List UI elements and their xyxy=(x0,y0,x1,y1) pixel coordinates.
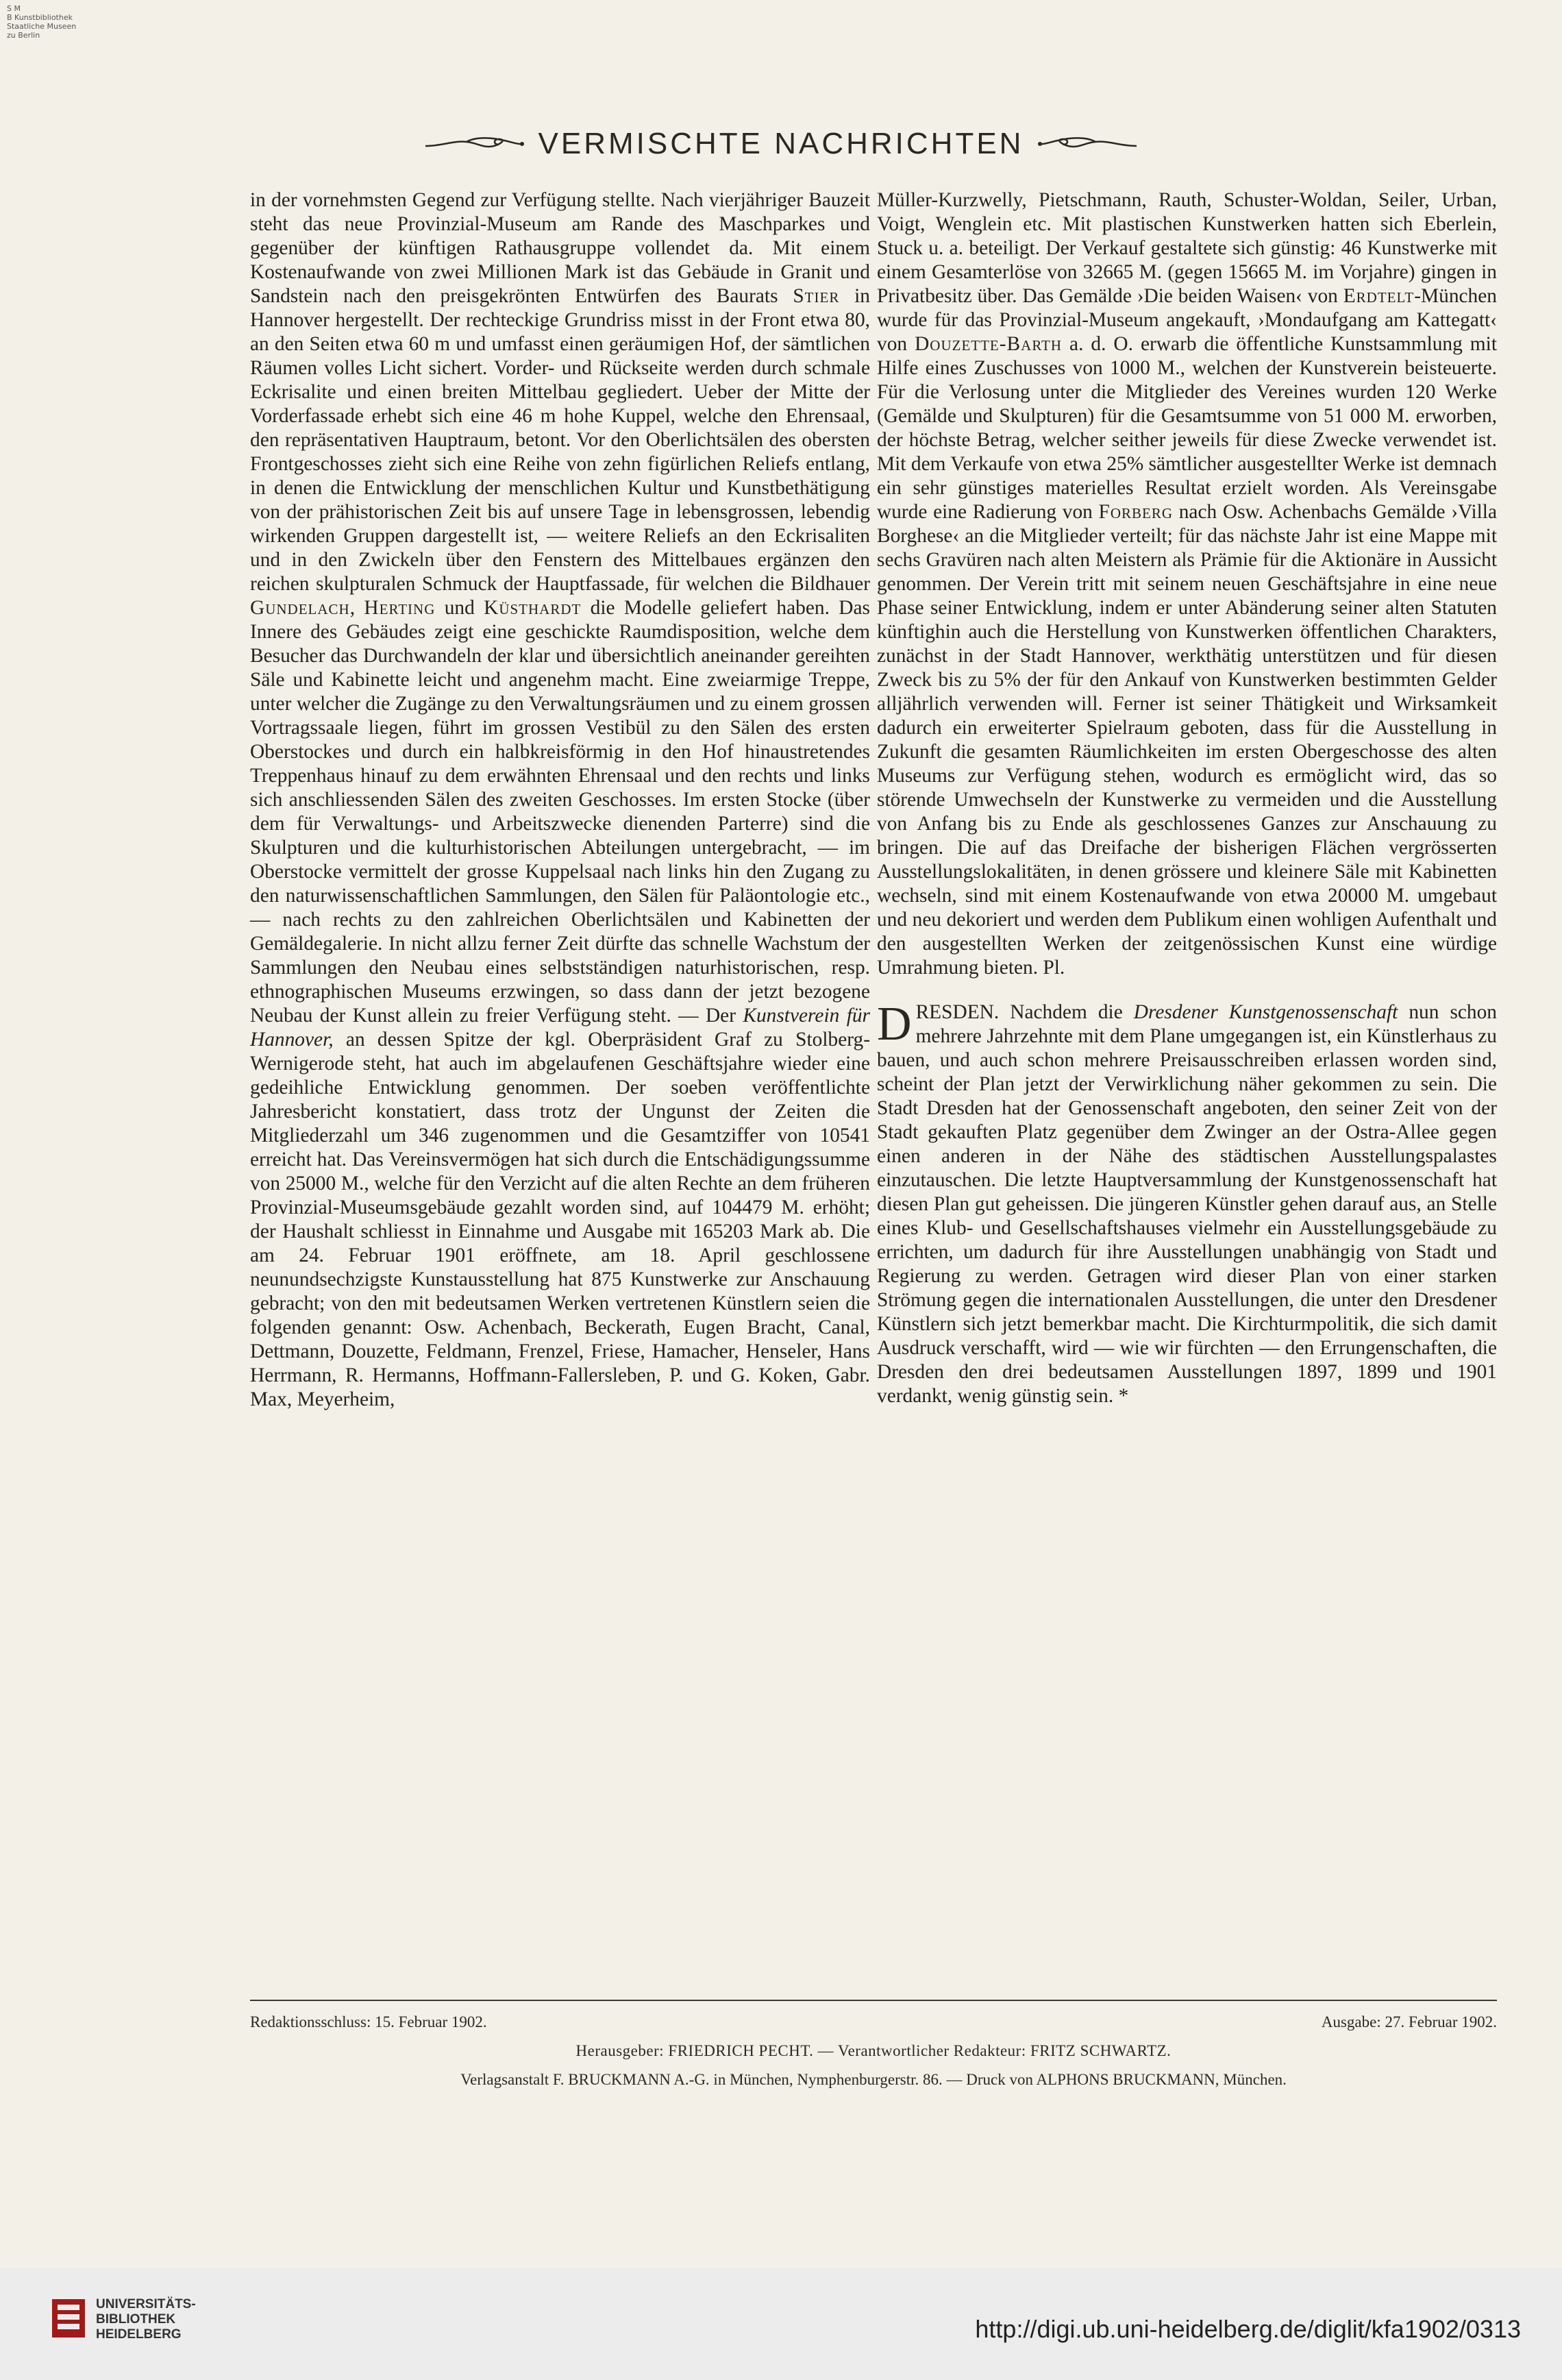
heidelberg-library-logo-icon xyxy=(48,2292,89,2347)
institution-name: UNIVERSITÄTS- BIBLIOTHEK HEIDELBERG xyxy=(96,2297,196,2342)
right-ornament-icon xyxy=(1037,134,1140,154)
kunstverein-title: Kunstverein für Hannover, xyxy=(250,1005,870,1051)
left-column xyxy=(250,188,870,1412)
drop-cap: D xyxy=(877,998,912,1051)
left-ornament-icon xyxy=(422,134,525,154)
footer-editors: Herausgeber: FRIEDRICH PECHT. — Verantwortlicher Redakteur: FRITZ SCHWARTZ. xyxy=(575,2042,1172,2059)
hannover-paragraph: in der vornehmsten Gegend zur Verfügung stellte. Nach vierjähriger Bauzeit steht das neue Provinzial-Museum am Rande des Maschparkes und gegenüber der künftigen Rathausgruppe vollendet da. Mit einem Kostenaufwande von zwei Millionen Mark ist das Gebäude in Granit und Sandstein nach den preisgekrönten Entwürfen des Baurats Stier in Hannover hergestellt. Der rechteckige Grundriss misst in der Front etwa 80, an den Seiten etwa 60 m und umfasst einen geräumigen Hof, der sämtlichen Räumen volles Licht sichert. Vorder- und Rückseite werden durch schmale Eckrisalite und einen breiten Mittelbau gegliedert. Ueber der Mitte der Vorderfassade erhebt sich eine 46 m hohe Kuppel, welche den Ehrensaal, den repräsentativen Hauptraum, betont. Vor den Oberlichtsälen des obersten Frontgeschosses zieht sich eine Reihe von zehn figürlichen Reliefs entlang, in denen die Entwicklung der menschlichen Kultur und Kunstbethätigung von der prähistorischen Zeit bis auf unsere Tage in lebensgrossen, lebendig wirkenden Gruppen dargestellt ist, — weitere Reliefs an den Eckrisaliten und in den Zwickeln über den Fenstern des Mittelbaues ergänzen den reichen skulpturalen Schmuck der Hauptfassade, für welchen die Bildhauer Gundelach, Herting und Küsthardt die Modelle geliefert haben. Das Innere des Gebäudes zeigt eine geschickte Raumdisposition, welche dem Besucher das Durchwandeln der klar und übersichtlich aneinander gereihten Säle und Kabinette leicht und angenehm macht. Eine zweiarmige Treppe, unter welcher die Zugänge zu den Verwaltungsräumen und zu einem grossen Vortragssaale liegen, führt im grossen Vestibül zu den Sälen des ersten Oberstockes und durch ein halbkreisförmig in den Hof hinaustretendes Treppenhaus hinauf zu dem erwähnten Ehrensaal und den rechts und links sich anschliessenden Sälen des zweiten Geschosses. Im ersten Stocke (über dem für Verwaltungs- und Arbeitszwecke dienenden Parterre) sind die Skulpturen und die kulturhistorischen Abteilungen untergebracht, — im Oberstocke vermittelt der grosse Kuppelsaal nach links hin den Zugang zu den naturwissenschaftlichen Sammlungen, den Sälen für Paläontologie etc., — nach rechts zu den zahlreichen Oberlichtsälen und Kabinetten der Gemäldegalerie. In nicht allzu ferner Zeit dürfte das schnelle Wachstum der Sammlungen den Neubau eines selbstständigen naturhistorischen, resp. ethnographischen Museums erzwingen, so dass dann der jetzt bezogene Neubau der Kunst allein zu freier Verfügung steht. — Der Kunstverein für Hannover, an dessen Spitze der kgl. Oberpräsident Graf zu Stolberg-Wernigerode steht, hat auch im abgelaufenen Geschäftsjahre wieder eine gedeihliche Entwicklung genommen. Der soeben veröffentlichte Jahresbericht konstatiert, dass trotz der Ungunst der Zeiten die Mitgliederzahl um 346 zugenommen und die Gesamtziffer von 10541 erreicht hat. Das Vereinsvermögen hat sich durch die Entschädigungssumme von 25000 M., welche für den Verzicht auf die alten Rechte an dem früheren Provinzial-Museumsgebäude gezahlt worden sind, auf 104479 M. erhöht; der Haushalt schliesst in Einnahme und Ausgabe mit 165203 Mark ab. Die am 24. Februar 1901 eröffnete, am 18. April geschlossene neunundsechzigste Kunstausstellung hat 875 Kunstwerke zur Anschauung gebracht; von den mit bedeutsamen Werken vertretenen Künstlern seien die folgenden genannt: Osw. Achenbach, Beckerath, Eugen Bracht, Canal, Dettmann, Douzette, Feldmann, Frenzel, Friese, Hamacher, Henseler, Hans Herrmann, R. Hermanns, Hoffmann-Fallersleben, P. und G. Koken, Gabr. Max, Meyerheim, xyxy=(250,189,870,1410)
stamp-line: B Kunstbibliothek xyxy=(7,13,73,22)
kunstgenossenschaft-title: Dresdener Kunstgenossenschaft xyxy=(1133,1001,1398,1023)
kunstverein-paragraph: Müller-Kurzwelly, Pietschmann, Rauth, Schuster-Woldan, Seiler, Urban, Voigt, Wenglein etc. Mit plastischen Kunstwerken hatten sich Eberlein, Stuck u. a. beteiligt. Der Verkauf gestaltete sich günstig: 46 Kunstwerke mit einem Gesamterlöse von 32665 M. (gegen 15665 M. im Vorjahre) gingen in Privatbesitz über. Das Gemälde ›Die beiden Waisen‹ von Erdtelt-München wurde für das Provinzial-Museum angekauft, ›Mondaufgang am Kattegatt‹ von Douzette-Barth a. d. O. erwarb die öffentliche Kunstsammlung mit Hilfe eines Zuschusses von 1000 M., welchen der Kunstverein beisteuerte. Für die Verlosung unter die Mitglieder des Vereines wurden 120 Werke (Gemälde und Skulpturen) für die Gesamtsumme von 51 000 M. erworben, der höchste Betrag, welcher seither jeweils für diese Zwecke verwendet ist. Mit dem Verkaufe von etwa 25% sämtlicher ausgestellter Werke ist demnach ein sehr günstiges materielles Resultat erzielt worden. Als Vereinsgabe wurde eine Radierung von Forberg nach Osw. Achenbachs Gemälde ›Villa Borghese‹ an die Mitglieder verteilt; für das nächste Jahr ist eine Mappe mit sechs Gravüren nach alten Meistern als Prämie für die Aktionäre in Aussicht genommen. Der Verein tritt mit seinem neuen Geschäftsjahre in eine neue Phase seiner Entwicklung, indem er unter Abänderung seiner alten Statuten künftighin auch die Herstellung von Kunstwerken öffentlichen Charakters, zunächst in der Stadt Hannover, werkthätig unterstützen und für diesen Zweck bis zu 5% der für den Ankauf von Kunstwerken bestimmten Gelder alljährlich verwenden will. Ferner ist seiner Thätigkeit und Wirksamkeit dadurch ein erweiterter Spielraum geboten, dass für die Ausstellung in Zukunft die gesamten Räumlichkeiten im ersten Obergeschosse des alten Museums zur Verfügung stehen, wodurch es ermöglicht wird, das so störende Umwechseln der Kunstwerke zu vermeiden und die Ausstellung von Anfang bis zu Ende als geschlossenes Ganzes zur Anschauung zu bringen. Die auf das Dreifache der bisherigen Flächen vergrösserten Ausstellungslokalitäten, in denen grössere und kleinere Säle mit Kabinetten wechseln, sind mit einem Kostenaufwande von etwa 20000 M. umgebaut und neu dekoriert und werden dem Publikum einen wohligen Aufenthalt und den ausgestellten Werken der zeitgenössischen Kunst eine würdige Umrahmung bieten. Pl. xyxy=(877,189,1497,979)
name-herting: Herting xyxy=(364,597,436,619)
name-douzette-barth: Douzette-Barth xyxy=(915,333,1063,355)
right-column xyxy=(877,188,1497,1408)
section-spacer xyxy=(877,980,1497,1001)
stamp-line: zu Berlin xyxy=(7,31,40,40)
name-gundelach: Gundelach xyxy=(250,597,350,619)
footer-divider xyxy=(250,2000,1497,2001)
dresden-lead: RESDEN. xyxy=(915,1001,1000,1023)
footer-publisher: Verlagsanstalt F. BRUCKMANN A.-G. in München, Nymphenburgerstr. 86. — Druck von ALPHONS BRUCKMANN, München. xyxy=(460,2071,1287,2088)
section-header xyxy=(0,120,1562,168)
library-stamp xyxy=(7,4,76,40)
name-kuesthardt: Küsthardt xyxy=(484,597,582,619)
stamp-line: Staatliche Museen xyxy=(7,22,77,31)
source-url[interactable]: http://digi.ub.uni-heidelberg.de/diglit/kfa1902/0313 xyxy=(975,2315,1521,2343)
stamp-line: S M xyxy=(7,4,21,13)
footer-dates xyxy=(250,2013,1497,2031)
name-forberg: Forberg xyxy=(1098,501,1174,523)
dresden-paragraph: DRESDEN. Nachdem die Dresdener Kunstgenossenschaft nun schon mehrere Jahrzehnte mit dem Plane umgegangen ist, ein Künstlerhaus zu bauen, und auch schon mehrere Preisausschreiben erlassen worden sind, scheint der Plan jetzt der Verwirklichung näher gekommen zu sein. Die Stadt Dresden hat der Genossenschaft angeboten, den seiner Zeit von der Stadt gekauften Platz gegenüber dem Zwinger an der Ostra-Allee gegen einen anderen in der Nähe des städtischen Ausstellungspalastes einzutauschen. Die letzte Hauptversammlung der Kunstgenossenschaft hat diesen Plan gut geheissen. Die jüngeren Künstler gehen darauf aus, an Stelle eines Klub- und Gesellschaftshauses vielmehr ein Ausstellungsgebäude zu errichten, um dadurch für ihre Ausstellungen unabhängig von Stadt und Regierung zu werden. Getragen wird dieser Plan von einer starken Strömung gegen die internationalen Ausstellungen, die unter den Dresdener Künstlern sich jetzt bemerkbar macht. Die Kirchturmpolitik, die sich damit Ausdruck verschafft, wird — wie wir fürchten — den Errungenschaften, die Dresden den drei bedeutsamen Ausstellungen 1897, 1899 und 1901 verdankt, wenig günstig sein. * xyxy=(877,998,1498,1407)
name-erdtelt: Erdtelt xyxy=(1343,285,1415,307)
name-stier: Stier xyxy=(793,285,840,307)
editorial-deadline: Redaktionsschluss: 15. Februar 1902. xyxy=(250,2013,487,2031)
page-title: VERMISCHTE NACHRICHTEN xyxy=(538,127,1024,160)
issue-date: Ausgabe: 27. Februar 1902. xyxy=(1321,2013,1497,2031)
